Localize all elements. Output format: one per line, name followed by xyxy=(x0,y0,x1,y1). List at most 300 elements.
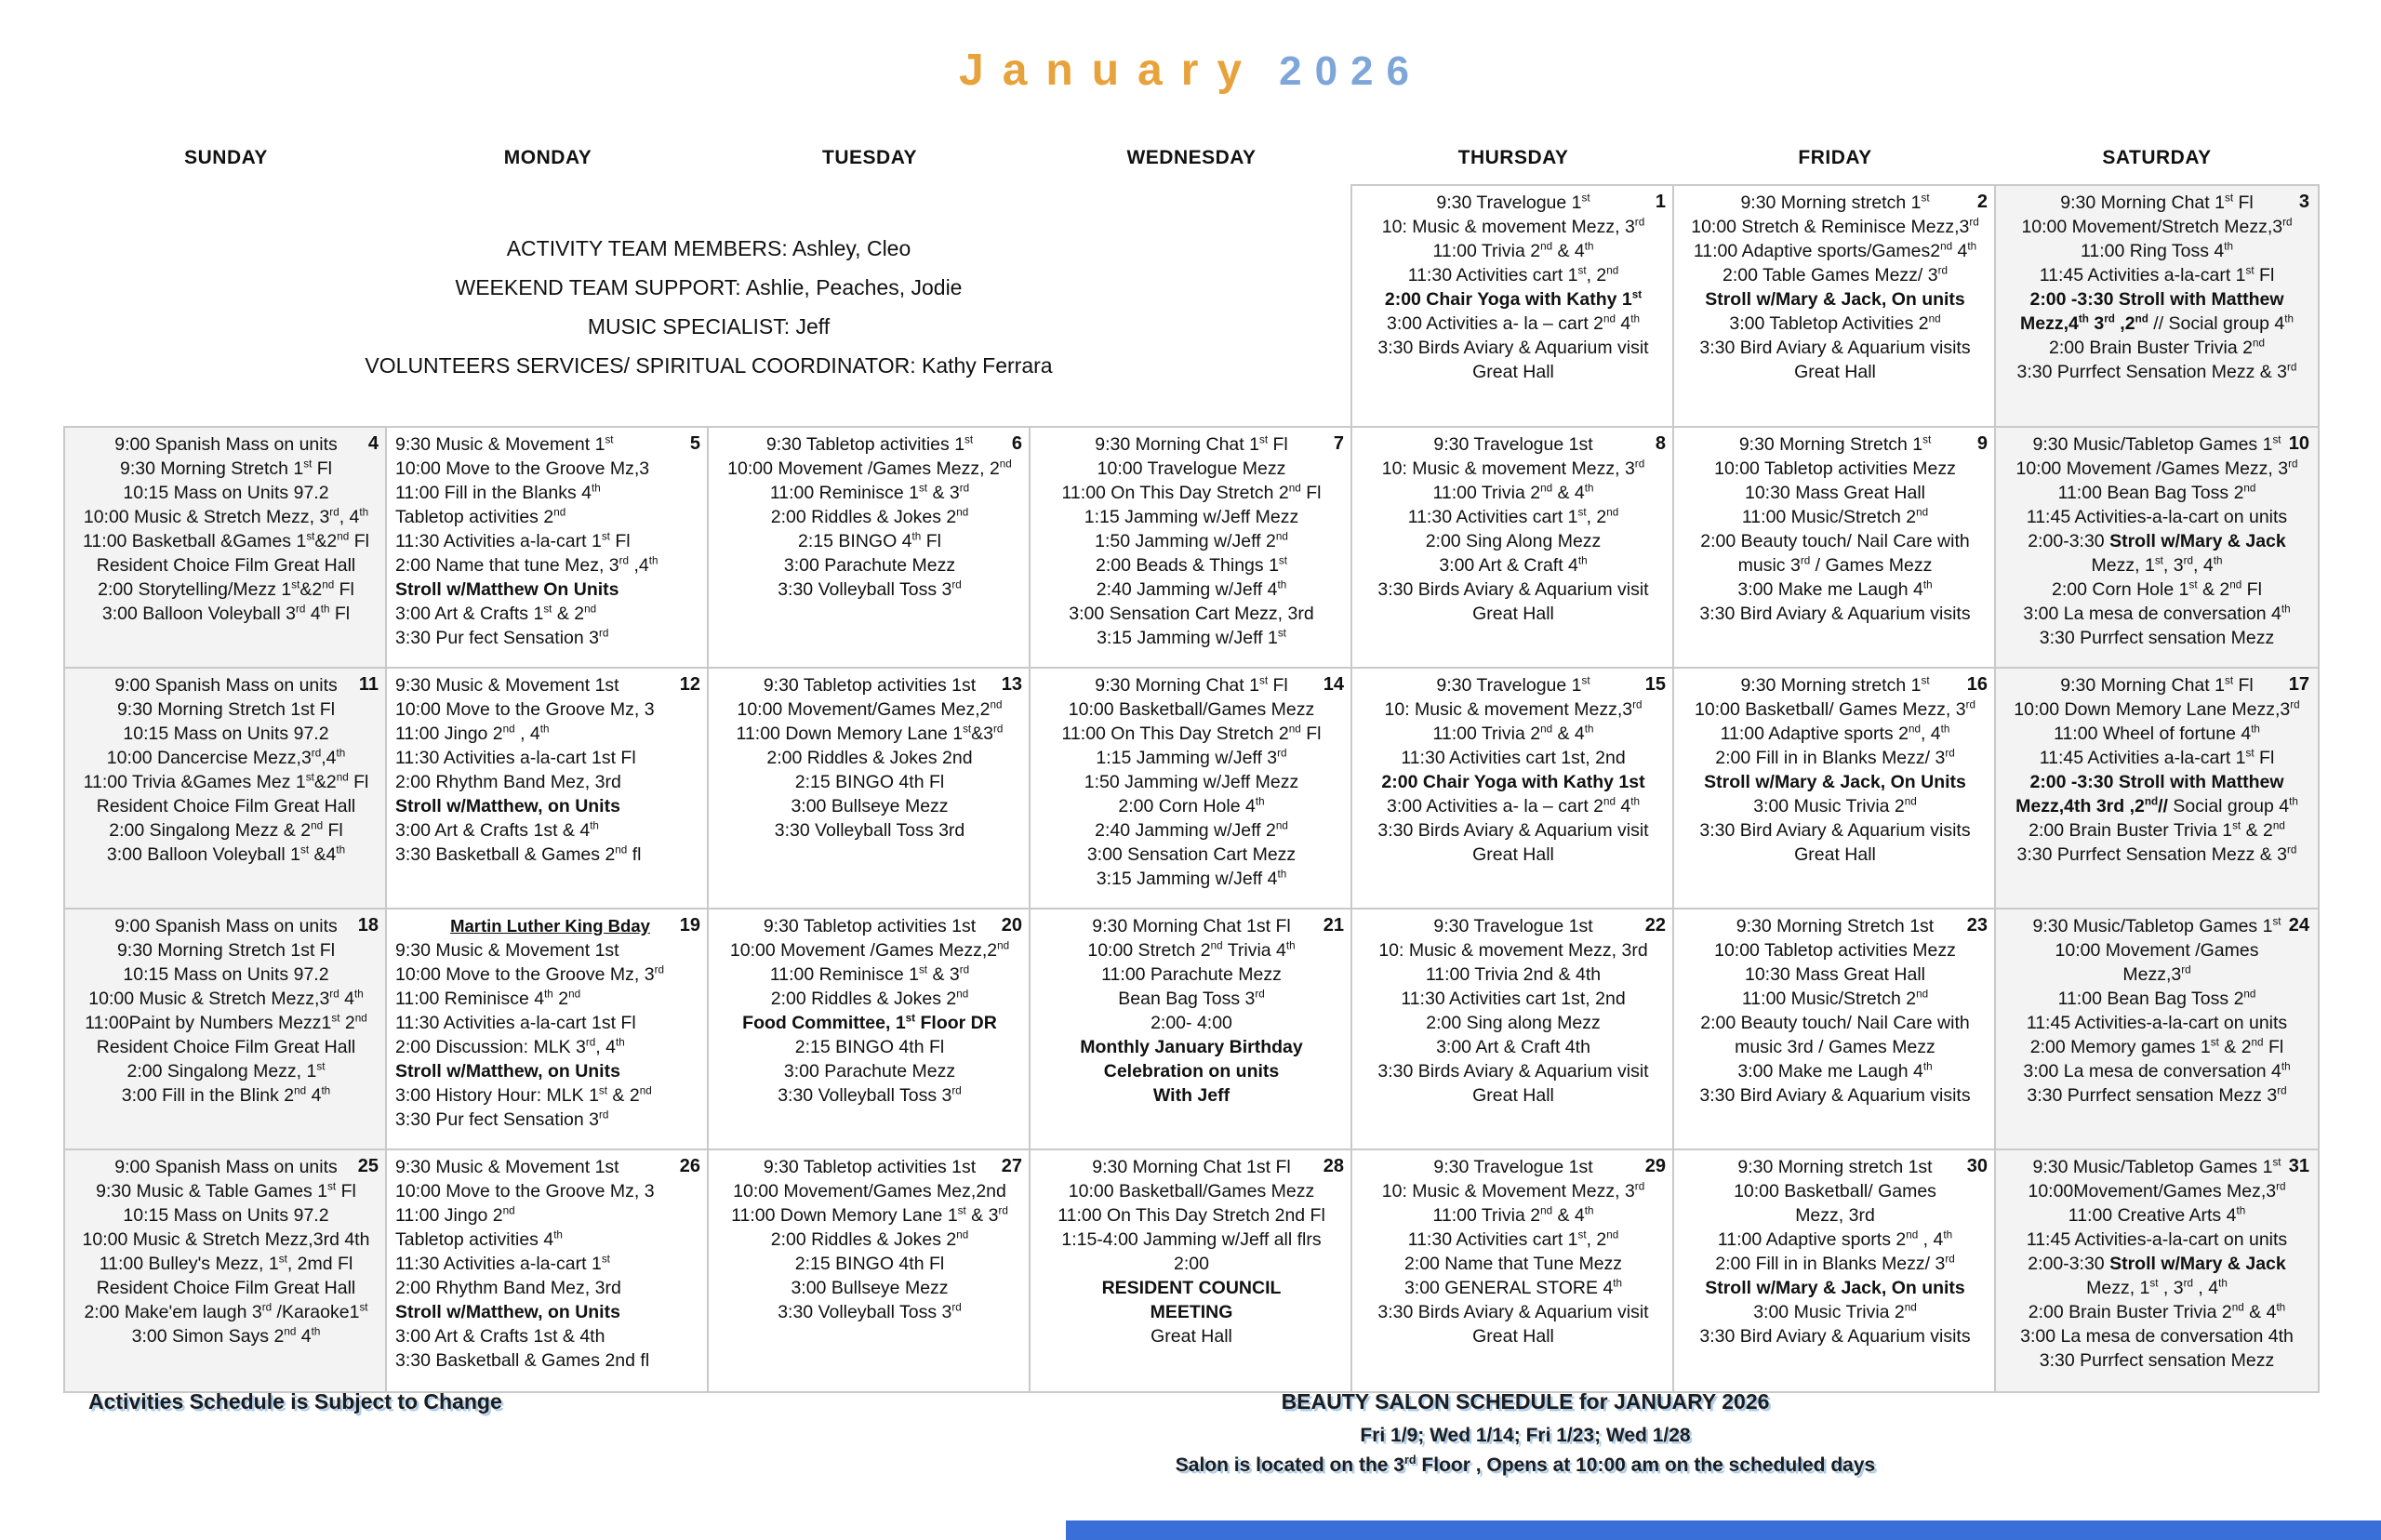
activity-line: 3:30 Bird Aviary & Aquarium visits xyxy=(1699,820,1971,841)
activity-line: Stroll w/Matthew On Units xyxy=(395,579,619,600)
activity-line: 11:00Paint by Numbers Mezz1st 2nd xyxy=(85,1012,367,1033)
activity-line: 3:30 Bird Aviary & Aquarium visits xyxy=(1699,604,1971,624)
activity-line: 10: Music & movement Mezz, 3rd xyxy=(1381,458,1645,479)
activity-line: 11:30 Activities a-la-cart 1st xyxy=(395,1253,610,1274)
date-number: 2 xyxy=(1975,190,1988,214)
activity-line: 11:00 Reminisce 4th 2nd xyxy=(395,988,581,1009)
activity-line: 3:00 La mesa de conversation 4th xyxy=(2023,603,2291,624)
activity-line: Great Hall xyxy=(1472,362,1554,382)
activity-line: 3:00 Bullseye Mezz xyxy=(791,1278,949,1298)
activity-line: 10:30 Mass Great Hall xyxy=(1744,483,1925,503)
activity-line: 2:00 Brain Buster Trivia 1st & 2nd xyxy=(2029,819,2285,841)
activity-line: 2:00 Sing along Mezz xyxy=(1426,1013,1601,1033)
activity-line: 9:30 Travelogue 1st xyxy=(1436,192,1590,213)
calendar-cell-jan-2 xyxy=(1674,186,1996,428)
date-number: 9 xyxy=(1975,431,1988,456)
calendar-cell-jan-5 xyxy=(387,428,709,669)
activity-line: 11:00 On This Day Stretch 2nd Fl xyxy=(1061,723,1322,744)
activity-line: 11:00 Down Memory Lane 1st&3rd xyxy=(736,723,1004,744)
team-info-line: MUSIC SPECIALIST: Jeff xyxy=(587,313,831,339)
activity-line: 11:30 Activities a-la-cart 1st Fl xyxy=(395,530,631,551)
activity-line: 3:00 La mesa de conversation 4th xyxy=(2020,1326,2294,1347)
activity-line: 2:15 BINGO 4th Fl xyxy=(794,1037,945,1057)
activity-line: 11:00 Creative Arts 4th xyxy=(2068,1204,2246,1226)
activity-line: 10:00 Music & Stretch Mezz, 3rd, 4th xyxy=(83,506,369,527)
activity-line: 11:00 Reminisce 1st & 3rd xyxy=(769,963,970,985)
date-number: 23 xyxy=(1964,913,1988,937)
activity-line: 11:30 Activities a-la-cart 1st Fl xyxy=(395,748,636,768)
activity-line: Resident Choice Film Great Hall xyxy=(96,555,356,576)
activity-line: 2:00-3:30 Stroll w/Mary & Jack xyxy=(2028,531,2286,551)
activity-line: 3:00 Make me Laugh 4th xyxy=(1737,1060,1933,1082)
calendar-cell-jan-13 xyxy=(709,669,1031,909)
activity-line: 11:00 Adaptive sports/Games2nd 4th xyxy=(1693,240,1977,261)
activity-line: 3:30 Birds Aviary & Aquarium visit xyxy=(1377,820,1649,841)
activity-line: 1:15 Jamming w/Jeff 3rd xyxy=(1096,747,1287,768)
activity-line: 2:00 Rhythm Band Mez, 3rd xyxy=(395,772,621,792)
activity-line: 11:00 Trivia 2nd & 4th xyxy=(1432,723,1594,744)
activity-line: 9:30 Tabletop activities 1st xyxy=(763,675,977,696)
calendar-cell-jan-15 xyxy=(1352,669,1674,909)
activity-line: 11:00 Bulley's Mezz, 1st, 2md Fl xyxy=(99,1253,353,1274)
activity-line: 9:30 Music & Movement 1st xyxy=(395,940,619,961)
date-number: 21 xyxy=(1321,913,1344,937)
activity-line: 2:00 -3:30 Stroll with Matthew xyxy=(2029,772,2284,792)
activity-line: Great Hall xyxy=(1472,1326,1554,1347)
activity-line: music 3rd / Games Mezz xyxy=(1735,1037,1935,1057)
activity-line: 2:40 Jamming w/Jeff 2nd xyxy=(1095,819,1288,841)
activity-line: 9:00 Spanish Mass on units xyxy=(114,675,338,696)
activity-line: 2:00 Storytelling/Mezz 1st&2nd Fl xyxy=(98,578,354,600)
day-header-tuesday: TUESDAY xyxy=(822,147,917,168)
activity-line: 3:00 GENERAL STORE 4th xyxy=(1403,1277,1623,1298)
activity-line: 10:00 Basketball/Games Mezz xyxy=(1068,1181,1315,1201)
activity-line: 3:00 La mesa de conversation 4th xyxy=(2023,1060,2291,1082)
activity-line: 2:00 Memory games 1st & 2nd Fl xyxy=(2029,1036,2284,1057)
activity-line: 9:30 Travelogue 1st xyxy=(1433,916,1593,936)
activity-line: 2:00 Riddles & Jokes 2nd xyxy=(770,1228,969,1250)
activity-line: 10:00 Travelogue Mezz xyxy=(1097,458,1286,479)
date-number: 3 xyxy=(2296,190,2309,214)
activity-line: 10:00 Music & Stretch Mezz,3rd 4th xyxy=(88,988,364,1009)
activity-line: Great Hall xyxy=(1472,604,1554,624)
activity-line: 2:00 Make'em laugh 3rd /Karaoke1st xyxy=(84,1301,368,1322)
activity-line: 3:00 Sensation Cart Mezz xyxy=(1086,844,1297,865)
activity-line: 9:30 Morning stretch 1st xyxy=(1737,1157,1933,1177)
activity-line: 9:30 Morning Stretch 1st xyxy=(1738,433,1932,455)
activity-line: Stroll w/Mary & Jack, On units xyxy=(1705,289,1965,310)
activity-line: 11:00 Bean Bag Toss 2nd xyxy=(2057,482,2256,503)
activity-line: Tabletop activities 2nd xyxy=(395,506,566,527)
date-number: 26 xyxy=(677,1154,700,1178)
calendar-cell-jan-21 xyxy=(1031,909,1352,1150)
title-year: 2026 xyxy=(1279,48,1422,94)
activity-line: 2:00 Corn Hole 1st & 2nd Fl xyxy=(2052,578,2262,600)
date-number: 25 xyxy=(355,1154,379,1178)
activity-line: 9:30 Tabletop activities 1st xyxy=(765,433,974,455)
date-number: 7 xyxy=(1331,431,1344,456)
activity-line: 3:15 Jamming w/Jeff 1st xyxy=(1097,627,1286,648)
activity-line: 10:00 Dancercise Mezz,3rd,4th xyxy=(106,747,346,768)
calendar-cell-jan-30 xyxy=(1674,1150,1996,1391)
date-number: 13 xyxy=(999,672,1022,697)
activity-line: 2:00 -3:30 Stroll with Matthew xyxy=(2029,289,2284,310)
activity-line: 3:00 Music Trivia 2nd xyxy=(1753,1301,1917,1322)
activity-line: 11:00 Fill in the Blanks 4th xyxy=(395,482,601,503)
activity-line: 3:00 Sensation Cart Mezz, 3rd xyxy=(1069,604,1314,624)
activity-line: 2:00 Singalong Mezz, 1st xyxy=(126,1060,326,1082)
date-number: 12 xyxy=(677,672,700,697)
date-number: 24 xyxy=(2286,913,2309,937)
date-number: 8 xyxy=(1653,431,1666,456)
page-title xyxy=(0,45,2381,96)
activity-line: 2:15 BINGO 4th Fl xyxy=(794,1254,945,1274)
date-number: 20 xyxy=(999,913,1022,937)
activity-line: 3:00 Art & Crafts 1st & 4th xyxy=(395,819,599,841)
activity-line: 10:00 Stretch 2nd Trivia 4th xyxy=(1087,939,1296,961)
day-header-saturday: SATURDAY xyxy=(2102,147,2212,168)
date-number: 16 xyxy=(1964,672,1988,697)
activity-line: Stroll w/Matthew, on Units xyxy=(395,1302,620,1322)
activity-line: 3:30 Birds Aviary & Aquarium visit xyxy=(1377,1061,1649,1082)
activity-line: 3:30 Purrfect Sensation Mezz & 3rd xyxy=(2016,843,2297,865)
calendar-cell-jan-27 xyxy=(709,1150,1031,1391)
activity-line: 9:30 Tabletop activities 1st xyxy=(763,916,977,936)
calendar-cell-jan-3 xyxy=(1996,186,2318,428)
activity-line: 2:00 Riddles & Jokes 2nd xyxy=(766,748,973,768)
activity-line: 1:15-4:00 Jamming w/Jeff all flrs xyxy=(1061,1229,1322,1250)
activity-line: 10:00 Basketball/ Games Mezz, 3rd xyxy=(1695,698,1975,720)
date-number: 5 xyxy=(687,431,700,456)
activity-line: 10:00 Movement /Games xyxy=(2055,940,2259,961)
activity-line: 11:30 Activities cart 1st, 2nd xyxy=(1401,748,1626,768)
calendar-cell-jan-28 xyxy=(1031,1150,1352,1391)
activity-line: 10:00 Move to the Groove Mz, 3rd xyxy=(395,963,664,985)
activity-line: 11:00 Basketball &Games 1st&2nd Fl xyxy=(83,530,369,551)
title-month: January xyxy=(959,46,1261,95)
activity-line: 10:00 Stretch & Reminisce Mezz,3rd xyxy=(1691,216,1979,237)
activity-line: 3:30 Bird Aviary & Aquarium visits xyxy=(1699,1085,1971,1106)
activity-line: 10:15 Mass on Units 97.2 xyxy=(123,724,329,744)
activity-line: 3:00 Activities a- la – cart 2nd 4th xyxy=(1386,312,1641,334)
activity-line: 9:30 Travelogue 1st xyxy=(1433,434,1593,455)
activity-line: 2:00 Chair Yoga with Kathy 1st xyxy=(1384,288,1643,310)
calendar-cell-jan-1 xyxy=(1352,186,1674,428)
calendar-cell-jan-17 xyxy=(1996,669,2318,909)
team-info-block xyxy=(65,186,1352,428)
date-number: 29 xyxy=(1643,1154,1666,1178)
day-header-wednesday: WEDNESDAY xyxy=(1126,147,1257,168)
calendar-cell-jan-8 xyxy=(1352,428,1674,669)
activity-line: 11:00 Trivia 2nd & 4th xyxy=(1425,964,1602,985)
activity-line: 3:00 Fill in the Blink 2nd 4th xyxy=(121,1084,331,1106)
activity-line: 9:30 Music & Table Games 1st Fl xyxy=(96,1180,356,1201)
activity-line: 10:00 Music & Stretch Mezz,3rd 4th xyxy=(82,1229,370,1250)
activity-line: Mezz,3rd xyxy=(2122,963,2191,985)
activity-line: 2:00- 4:00 xyxy=(1151,1013,1232,1033)
calendar-cell-jan-29 xyxy=(1352,1150,1674,1391)
activity-line: 3:00 Bullseye Mezz xyxy=(791,796,949,816)
date-number: 14 xyxy=(1321,672,1344,697)
activity-line: 3:30 Birds Aviary & Aquarium visit xyxy=(1377,579,1649,600)
calendar-cell-jan-4 xyxy=(65,428,387,669)
activity-line: 3:30 Volleyball Toss 3rd xyxy=(774,820,965,841)
activity-line: 11:00 Adaptive sports 2nd, 4th xyxy=(1720,723,1950,744)
activity-line: 3:00 Make me Laugh 4th xyxy=(1737,578,1933,600)
day-header-monday: MONDAY xyxy=(503,147,592,168)
activity-line: Bean Bag Toss 3rd xyxy=(1118,988,1265,1009)
activity-line: 3:30 Basketball & Games 2nd fl xyxy=(395,1350,650,1371)
activity-line: 3:00 Art & Craft 4th xyxy=(1436,1037,1590,1057)
activity-line: 2:40 Jamming w/Jeff 4th xyxy=(1096,578,1287,600)
activity-line: 11:30 Activities cart 1st, 2nd xyxy=(1407,506,1619,527)
calendar-cell-jan-11 xyxy=(65,669,387,909)
activity-line: music 3rd / Games Mezz xyxy=(1737,554,1933,576)
activity-line: With Jeff xyxy=(1152,1085,1230,1106)
activity-line: 3:30 Volleyball Toss 3rd xyxy=(778,578,962,600)
activity-line: 2:15 BINGO 4th Fl xyxy=(794,772,945,792)
activity-line: Monthly January Birthday xyxy=(1080,1037,1303,1057)
activity-line: 9:30 Morning Chat 1st Fl xyxy=(1092,916,1291,936)
activity-line: 9:30 Morning Stretch 1st xyxy=(1736,916,1935,936)
activity-line: 9:30 Morning Chat 1st Fl xyxy=(2060,674,2254,696)
activity-line: 2:00 Fill in in Blanks Mezz/ 3rd xyxy=(1715,1253,1955,1274)
calendar-cell-jan-6 xyxy=(709,428,1031,669)
date-number: 4 xyxy=(366,431,379,456)
activity-line: 10:00 Movement /Games Mezz, 2nd xyxy=(727,458,1012,479)
activity-line: 10:15 Mass on Units 97.2 xyxy=(123,483,329,503)
activity-line: 11:00 Trivia 2nd & 4th xyxy=(1432,240,1594,261)
date-number: 28 xyxy=(1321,1154,1344,1178)
activity-line: 10:15 Mass on Units 97.2 xyxy=(123,1205,329,1226)
activity-line: 3:30 Purrfect sensation Mezz 3rd xyxy=(2027,1084,2287,1106)
calendar-cell-jan-24 xyxy=(1996,909,2318,1150)
activity-line: 2:00 Table Games Mezz/ 3rd xyxy=(1723,264,1948,285)
activity-line: 10: Music & movement Mezz, 3rd xyxy=(1381,216,1645,237)
activity-line: 2:00 Name that tune Mez, 3rd ,4th xyxy=(395,554,658,576)
calendar-cell-jan-16 xyxy=(1674,669,1996,909)
calendar-cell-jan-20 xyxy=(709,909,1031,1150)
activity-line: Mezz,4th 3rd ,2nd // Social group 4th xyxy=(2020,312,2294,334)
activity-line: 2:00-3:30 Stroll w/Mary & Jack xyxy=(2028,1254,2286,1274)
activity-line: 10:00 Tabletop activities Mezz xyxy=(1714,458,1956,479)
activity-line: 3:30 Volleyball Toss 3rd xyxy=(778,1301,962,1322)
activity-line: 2:00 Beauty touch/ Nail Care with xyxy=(1700,1013,1970,1033)
activity-line: 10:00 Movement /Games Mezz, 3rd xyxy=(2015,458,2298,479)
activity-line: 11:00 On This Day Stretch 2nd Fl xyxy=(1061,482,1322,503)
activity-line: Great Hall xyxy=(1794,362,1876,382)
activity-line: 2:00 Fill in in Blanks Mezz/ 3rd xyxy=(1715,747,1955,768)
activity-line: 2:00 Rhythm Band Mez, 3rd xyxy=(395,1278,621,1298)
activity-line: 3:00 History Hour: MLK 1st & 2nd xyxy=(395,1084,652,1106)
activity-line: 3:00 Art & Craft 4th xyxy=(1439,554,1588,576)
activity-line: 9:30 Morning Stretch 1st Fl xyxy=(116,940,336,961)
calendar-cell-jan-19 xyxy=(387,909,709,1150)
activity-line: 3:30 Basketball & Games 2nd fl xyxy=(395,843,642,865)
activity-line: 2:00 Sing Along Mezz xyxy=(1425,531,1602,551)
activity-line: 3:00 Activities a- la – cart 2nd 4th xyxy=(1386,795,1641,816)
activity-line: 10: Music & Movement Mezz, 3rd xyxy=(1381,1180,1645,1201)
activity-line: 11:45 Activities-a-la-cart on units xyxy=(2026,1013,2288,1033)
day-header-sunday: SUNDAY xyxy=(184,147,268,168)
activity-line: 9:30 Music/Tabletop Games 1st xyxy=(2032,1156,2281,1177)
activity-line: 11:30 Activities cart 1st, 2nd xyxy=(1401,989,1626,1009)
date-number: 10 xyxy=(2286,431,2309,456)
activity-line: Great Hall xyxy=(1472,844,1554,865)
date-number: 31 xyxy=(2286,1154,2309,1178)
activity-line: Resident Choice Film Great Hall xyxy=(96,796,356,816)
activity-line: 9:30 Music & Movement 1st xyxy=(395,433,614,455)
activity-line: Martin Luther King Bday xyxy=(450,916,650,936)
activity-line: 9:30 Music/Tabletop Games 1st xyxy=(2032,433,2281,455)
activity-line: 11:00 On This Day Stretch 2nd Fl xyxy=(1057,1205,1325,1226)
activity-line: 10:00 Tabletop activities Mezz xyxy=(1714,940,1956,961)
schedule-change-note: Activities Schedule is Subject to Change xyxy=(88,1389,502,1414)
activity-line: 10:00Movement/Games Mez,3rd xyxy=(2028,1180,2286,1201)
activity-line: 10:00 Movement/Games Mez,2nd xyxy=(737,698,1003,720)
calendar-cell-jan-18 xyxy=(65,909,387,1150)
calendar-cell-jan-31 xyxy=(1996,1150,2318,1391)
activity-line: Mezz, 1st, 3rd, 4th xyxy=(2091,554,2223,576)
activity-line: 3:30 Birds Aviary & Aquarium visit xyxy=(1377,1302,1649,1322)
activity-line: 9:30 Morning Chat 1st Fl xyxy=(1095,674,1288,696)
activity-line: 10:00 Move to the Groove Mz, 3 xyxy=(395,1181,655,1201)
salon-location: Salon is located on the 3rd Floor , Opens at 10:00 am on the scheduled days xyxy=(1175,1454,1876,1476)
activity-line: 11:45 Activities-a-la-cart on units xyxy=(2026,1229,2288,1250)
activity-line: 9:30 Travelogue 1st xyxy=(1436,674,1590,696)
activity-line: Tabletop activities 4th xyxy=(395,1228,563,1250)
activity-line: Stroll w/Mary & Jack, On units xyxy=(1705,1278,1965,1298)
activity-line: 10:00 Movement/Games Mez,2nd xyxy=(733,1181,1006,1201)
activity-line: Great Hall xyxy=(1151,1326,1232,1347)
team-info-line: WEEKEND TEAM SUPPORT: Ashlie, Peaches, Jodie xyxy=(455,274,963,299)
activity-line: Great Hall xyxy=(1472,1085,1554,1106)
activity-line: 10:00 Down Memory Lane Mezz,3rd xyxy=(2014,698,2300,720)
activity-line: 11:30 Activities cart 1st, 2nd xyxy=(1407,1228,1619,1250)
day-header-friday: FRIDAY xyxy=(1798,147,1872,168)
activity-line: 9:00 Spanish Mass on units xyxy=(114,1157,338,1177)
activity-line: Mezz,4th 3rd ,2nd// Social group 4th xyxy=(2015,795,2298,816)
activity-line: Stroll w/Matthew, on Units xyxy=(395,1061,620,1082)
activity-line: 2:00 Singalong Mezz & 2nd Fl xyxy=(109,819,343,841)
date-number: 22 xyxy=(1643,913,1666,937)
activity-line: 9:30 Travelogue 1st xyxy=(1433,1157,1593,1177)
activity-line: 2:00 Riddles & Jokes 2nd xyxy=(770,506,969,527)
activity-line: Resident Choice Film Great Hall xyxy=(96,1037,356,1057)
activity-line: 3:30 Bird Aviary & Aquarium visits xyxy=(1699,338,1971,358)
activity-line: 9:30 Morning Stretch 1st Fl xyxy=(116,699,336,720)
activity-line: 9:30 Music & Movement 1st xyxy=(395,675,619,696)
activity-line: 10:00 Move to the Groove Mz,3 xyxy=(395,458,650,479)
activity-line: 9:30 Morning stretch 1st xyxy=(1740,192,1930,213)
calendar-cell-jan-9 xyxy=(1674,428,1996,669)
activity-line: Stroll w/Mary & Jack, On Units xyxy=(1704,772,1966,792)
date-number: 17 xyxy=(2286,672,2309,697)
team-info-line: VOLUNTEERS SERVICES/ SPIRITUAL COORDINATOR: Kathy Ferrara xyxy=(365,352,1053,378)
activity-line: 9:30 Music/Tabletop Games 1st xyxy=(2032,915,2281,936)
activity-line: 9:30 Morning stretch 1st xyxy=(1740,674,1930,696)
activity-line: 3:00 Art & Crafts 1st & 2nd xyxy=(395,603,597,624)
calendar-cell-jan-10 xyxy=(1996,428,2318,669)
activity-line: 3:00 Parachute Mezz xyxy=(783,1061,956,1082)
activity-line: 11:00 Ring Toss 4th xyxy=(2080,240,2234,261)
date-number: 1 xyxy=(1653,190,1666,214)
activity-line: 11:00 Trivia 2nd & 4th xyxy=(1432,482,1594,503)
activity-line: 3:30 Purrfect sensation Mezz xyxy=(2039,628,2275,648)
activity-line: 9:30 Morning Chat 1st Fl xyxy=(1095,433,1288,455)
activity-line: 3:00 Music Trivia 2nd xyxy=(1753,795,1917,816)
activity-line: 3:00 Balloon Voleyball 3rd 4th Fl xyxy=(101,603,351,624)
activity-line: 9:30 Morning Stretch 1st Fl xyxy=(119,458,333,479)
date-number: 15 xyxy=(1643,672,1666,697)
date-number: 11 xyxy=(356,672,379,697)
activity-line: 2:00 Discussion: MLK 3rd, 4th xyxy=(395,1036,625,1057)
activity-line: Mezz, 1st , 3rd , 4th xyxy=(2086,1277,2228,1298)
day-header-thursday: THURSDAY xyxy=(1457,147,1569,168)
activity-line: RESIDENT COUNCIL xyxy=(1101,1278,1282,1298)
date-number: 27 xyxy=(999,1154,1022,1178)
activity-line: 11:30 Activities a-la-cart 1st Fl xyxy=(395,1013,636,1033)
activity-line: Mezz, 3rd xyxy=(1795,1205,1875,1226)
activity-line: 1:50 Jamming w/Jeff Mezz xyxy=(1084,772,1299,792)
activity-line: 11:45 Activities a-la-cart 1st Fl xyxy=(2039,264,2275,285)
activity-line: 11:00 Wheel of fortune 4th xyxy=(2054,723,2260,744)
activity-line: 3:00 Tabletop Activities 2nd xyxy=(1729,312,1941,334)
calendar-cell-jan-25 xyxy=(65,1150,387,1391)
salon-title: BEAUTY SALON SCHEDULE for JANUARY 2026 xyxy=(1281,1389,1770,1414)
activity-line: 11:00 Down Memory Lane 1st & 3rd xyxy=(731,1204,1008,1226)
activity-line: 11:00 Parachute Mezz xyxy=(1101,964,1282,985)
activity-line: 11:00 Bean Bag Toss 2nd xyxy=(2057,988,2256,1009)
calendar-cell-jan-12 xyxy=(387,669,709,909)
activity-line: 2:00 Riddles & Jokes 2nd xyxy=(770,988,969,1009)
bottom-blue-bar xyxy=(1066,1520,2381,1540)
activity-line: 10: Music & movement Mezz,3rd xyxy=(1384,698,1643,720)
activity-line: 2:00 xyxy=(1174,1254,1209,1274)
activity-line: 2:00 Corn Hole 4th xyxy=(1118,795,1265,816)
activity-line: 2:00 Brain Buster Trivia 2nd & 4th xyxy=(2028,1301,2286,1322)
activity-line: 10:00 Move to the Groove Mz, 3 xyxy=(395,699,655,720)
activity-line: 3:30 Volleyball Toss 3rd xyxy=(778,1084,962,1106)
activity-line: 11:45 Activities-a-la-cart on units xyxy=(2026,507,2288,527)
activity-line: Stroll w/Matthew, on Units xyxy=(395,796,620,816)
activity-line: 11:30 Activities cart 1st, 2nd xyxy=(1407,264,1619,285)
activity-line: 10: Music & movement Mezz, 3rd xyxy=(1378,940,1648,961)
calendar-cell-jan-22 xyxy=(1352,909,1674,1150)
activity-line: 2:00 Name that Tune Mezz xyxy=(1403,1254,1623,1274)
salon-days: Fri 1/9; Wed 1/14; Fri 1/23; Wed 1/28 xyxy=(1360,1425,1691,1446)
activity-line: 3:30 Purrfect Sensation Mezz & 3rd xyxy=(2016,361,2297,382)
activity-line: 3:30 Birds Aviary & Aquarium visit xyxy=(1377,338,1649,358)
activity-line: 1:15 Jamming w/Jeff Mezz xyxy=(1084,507,1299,527)
activity-line: 3:00 Parachute Mezz xyxy=(783,555,956,576)
activity-line: 9:30 Music & Movement 1st xyxy=(395,1157,619,1177)
activity-line: 3:00 Art & Crafts 1st & 4th xyxy=(395,1326,605,1347)
activity-line: 11:00 Trivia 2nd & 4th xyxy=(1432,1204,1594,1226)
activity-line: 11:00 Jingo 2nd , 4th xyxy=(395,723,550,744)
activity-line: 3:30 Bird Aviary & Aquarium visits xyxy=(1699,1326,1971,1347)
beauty-salon-schedule xyxy=(1051,1389,2000,1477)
team-info-line: ACTIVITY TEAM MEMBERS: Ashley, Cleo xyxy=(506,235,911,260)
activity-line: 11:00 Music/Stretch 2nd xyxy=(1741,988,1929,1009)
activity-line: 3:30 Pur fect Sensation 3rd xyxy=(395,1109,609,1130)
activity-line: 3:30 Pur fect Sensation 3rd xyxy=(395,627,609,648)
activity-line: 9:00 Spanish Mass on units xyxy=(114,434,338,455)
activity-line: MEETING xyxy=(1150,1302,1233,1322)
activity-line: 9:30 Tabletop activities 1st xyxy=(763,1157,977,1177)
calendar-cell-jan-14 xyxy=(1031,669,1352,909)
activity-line: 2:00 Chair Yoga with Kathy 1st xyxy=(1381,772,1645,792)
